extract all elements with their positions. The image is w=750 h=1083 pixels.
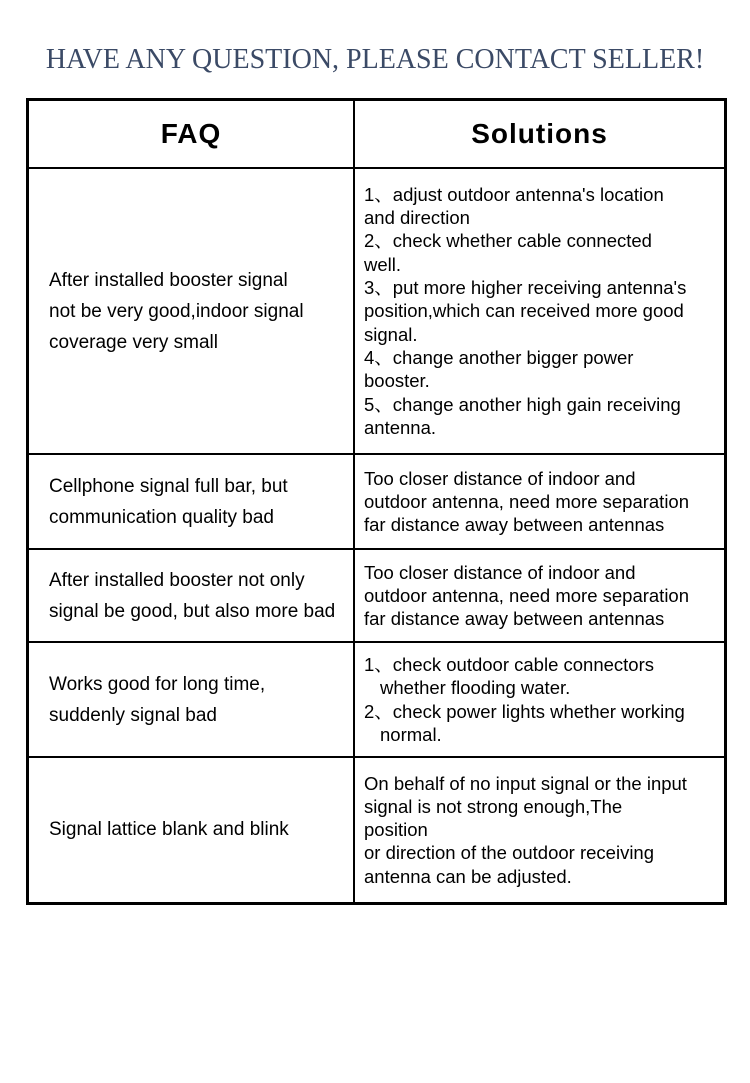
text-line: Too closer distance of indoor and	[364, 467, 636, 489]
text-line: Too closer distance of indoor and	[364, 561, 636, 583]
text-line: 1、check outdoor cable connectors	[364, 653, 655, 675]
text-line: On behalf of no input signal or the input	[364, 772, 687, 794]
text-line: booster.	[364, 370, 430, 392]
faq-question	[28, 549, 355, 642]
text-line: antenna can be adjusted.	[364, 865, 572, 887]
text-line: outdoor antenna, need more separation	[364, 584, 690, 606]
faq-solution	[354, 757, 726, 903]
text-line: 2、check power lights whether working	[364, 700, 685, 722]
table-row	[28, 757, 726, 903]
text-line: far distance away between antennas	[364, 514, 665, 536]
table-row	[28, 642, 726, 757]
text-line: not be very good,indoor signal	[49, 300, 304, 322]
faq-question	[28, 168, 355, 454]
text-line: and direction	[364, 207, 470, 229]
text-line: position,which can received more good	[364, 300, 684, 322]
text-line: position	[364, 819, 428, 841]
faq-solution	[354, 549, 726, 642]
text-line: 3、put more higher receiving antenna's	[364, 277, 687, 299]
text-line: 4、change another bigger power	[364, 346, 634, 368]
text-line: Cellphone signal full bar, but	[49, 475, 288, 497]
text-line: normal.	[380, 723, 442, 745]
text-line: suddenly signal bad	[49, 704, 217, 726]
text-line: signal.	[364, 323, 418, 345]
faq-solution	[354, 454, 726, 549]
header-solutions: Solutions	[354, 100, 726, 169]
text-line: well.	[364, 253, 402, 275]
text-line: Signal lattice blank and blink	[49, 819, 289, 841]
text-line: coverage very small	[49, 331, 218, 353]
faq-question	[28, 454, 355, 549]
table-row	[28, 168, 726, 454]
text-line: 5、change another high gain receiving	[364, 393, 681, 415]
header-faq: FAQ	[28, 100, 355, 169]
text-line: outdoor antenna, need more separation	[364, 490, 690, 512]
faq-question	[28, 642, 355, 757]
text-line: After installed booster not only	[49, 569, 305, 591]
text-line: communication quality bad	[49, 506, 274, 528]
text-line: far distance away between antennas	[364, 608, 665, 630]
text-line: 1、adjust outdoor antenna's location	[364, 183, 664, 205]
text-line: Works good for long time,	[49, 673, 266, 695]
text-line: antenna.	[364, 416, 437, 438]
text-line: signal is not strong enough,The	[364, 795, 623, 817]
text-line: After installed booster signal	[49, 269, 288, 291]
table-row	[28, 454, 726, 549]
text-line: 2、check whether cable connected	[364, 230, 652, 252]
header-row	[28, 100, 726, 169]
faq-solution	[354, 168, 726, 454]
table-row	[28, 549, 726, 642]
text-line: or direction of the outdoor receiving	[364, 842, 655, 864]
text-line: whether flooding water.	[380, 677, 571, 699]
faq-question	[28, 757, 355, 903]
faq-solution	[354, 642, 726, 757]
faq-table	[26, 98, 727, 905]
text-line: signal be good, but also more bad	[49, 600, 336, 622]
page-title: HAVE ANY QUESTION, PLEASE CONTACT SELLER!	[45, 44, 705, 75]
